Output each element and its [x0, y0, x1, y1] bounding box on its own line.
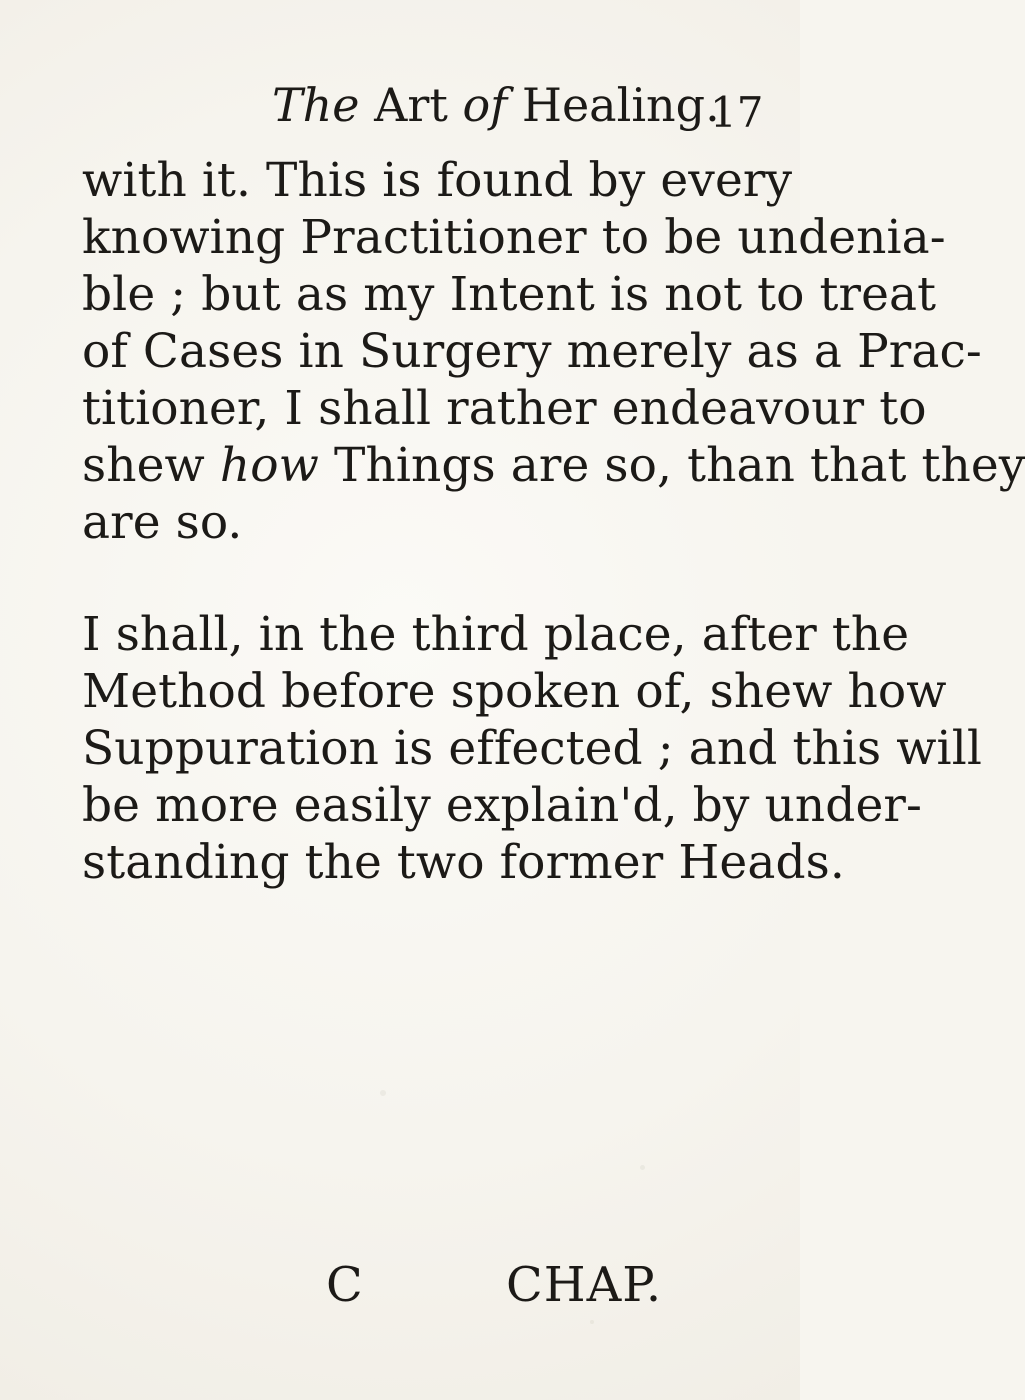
text-fragment: shew	[82, 438, 220, 493]
italic-word: how	[219, 438, 319, 493]
text-line-with-emphasis	[82, 437, 1025, 495]
header-the: The	[272, 78, 360, 132]
text-line: Method before spoken of, shew how	[82, 664, 947, 719]
running-header	[272, 75, 764, 137]
text-line: standing the two former Heads.	[82, 835, 845, 890]
text-line: of Cases in Surgery merely as a Prac-	[82, 324, 982, 379]
text-line: knowing Practitioner to be undenia-	[82, 210, 946, 265]
text-line: are so.	[82, 495, 243, 550]
paper-spot	[590, 1320, 594, 1324]
catchword: CHAP.	[506, 1257, 663, 1313]
text-line: ble ; but as my Intent is not to treat	[82, 267, 937, 322]
text-fragment: Things are so, than that they	[318, 438, 1025, 493]
text-line: I shall, in the third place, after the	[82, 607, 910, 662]
page-number: 17	[710, 88, 764, 137]
text-line: be more easily explain'd, by under-	[82, 778, 922, 833]
header-of: of	[462, 78, 508, 132]
header-art: Art	[359, 78, 463, 132]
text-line: titioner, I shall rather endeavour to	[82, 381, 927, 436]
header-healing: Healing.	[507, 78, 720, 132]
signature-mark: C	[326, 1257, 363, 1313]
text-line: with it. This is found by every	[82, 153, 793, 208]
text-line: Suppuration is effected ; and this will	[82, 721, 982, 776]
paper-spot	[380, 1090, 386, 1096]
paper-spot	[640, 1165, 645, 1170]
